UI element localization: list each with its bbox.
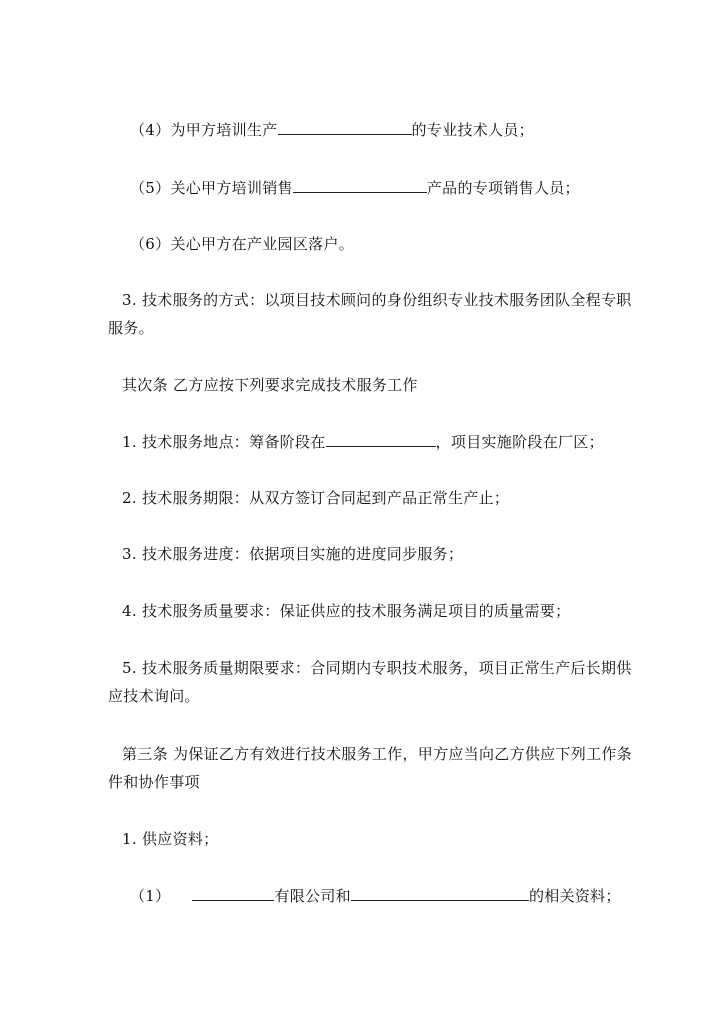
article-3-item-1-1-suffix: 的相关资料； [528,887,621,905]
article-3-item-1: 1. 供应资料； [122,830,219,848]
article-3-line-1: 第三条 为保证乙方有效进行技术服务工作，甲方应当向乙方供应下列工作条 [122,745,632,763]
service-mode-line-2: 服务。 [108,319,154,337]
service-mode-line-1: 3. 技术服务的方式：以项目技术顾问的身份组织专业技术服务团队全程专职 [122,291,632,309]
clause-item-4-suffix: 的专业技术人员； [411,121,534,139]
clause-item-6: （6）关心甲方在产业园区落户。 [130,235,355,253]
article-3-item-1-1-middle: 有限公司和 [274,887,351,905]
article-2-item-1-prefix: 1. 技术服务地点：筹备阶段在 [122,433,326,451]
article-2-item-2: 2. 技术服务期限：从双方签订合同起到产品正常生产止； [122,489,510,507]
fill-blank-sales-product[interactable] [293,178,427,193]
fill-blank-location[interactable] [326,432,436,447]
clause-item-5-suffix: 产品的专项销售人员； [426,179,580,197]
clause-item-5-prefix: （5）关心甲方培训销售 [130,179,293,197]
article-2-item-4: 4. 技术服务质量要求：保证供应的技术服务满足项目的质量需要； [122,602,571,620]
article-2-item-5-line-1: 5. 技术服务质量期限要求：合同期内专职技术服务，项目正常生产后长期供 [122,659,632,677]
article-2-item-5-line-2: 应技术询问。 [108,687,200,705]
article-2-item-1 [122,432,604,451]
fill-blank-company[interactable] [192,886,274,901]
article-2-title: 其次条 乙方应按下列要求完成技术服务工作 [122,376,418,394]
fill-blank-related-party[interactable] [351,886,529,901]
article-3-line-2: 件和协作事项 [108,773,200,791]
article-2-item-1-suffix: ，项目实施阶段在厂区； [435,433,604,451]
article-2-item-3: 3. 技术服务进度：依据项目实施的进度同步服务； [122,545,464,563]
clause-item-5 [130,178,580,197]
clause-item-4 [130,120,534,139]
article-3-item-1-1-prefix: （1） [130,887,171,905]
clause-item-4-prefix: （4）为甲方培训生产 [130,121,278,139]
fill-blank-product[interactable] [278,120,412,135]
article-3-item-1-1 [130,886,621,905]
